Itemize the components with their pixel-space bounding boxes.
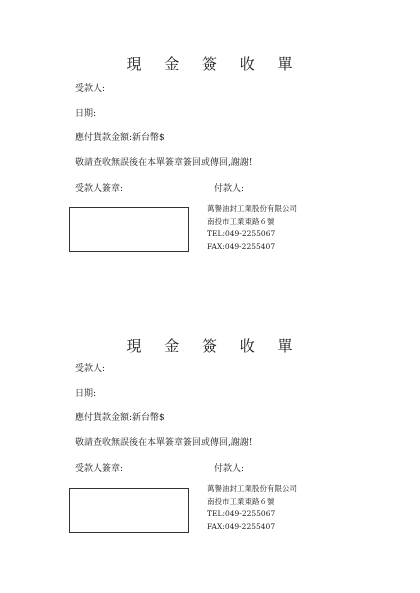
payer-label: 付款人:: [214, 184, 245, 194]
payer-label: 付款人:: [214, 464, 245, 474]
company-tel: TEL:049-2255067: [207, 229, 276, 238]
company-info: [207, 203, 297, 253]
company-address: 南投市工業東路６號: [207, 216, 275, 226]
company-name: 萬譽油封工業股份有限公司: [207, 204, 297, 213]
company-fax: FAX:049-2255407: [207, 521, 276, 531]
date-label: 日期:: [75, 109, 97, 119]
payee-signature-label: 受款人簽章:: [75, 464, 124, 474]
date-label: 日期:: [75, 389, 97, 399]
payee-label: 受款人:: [75, 84, 106, 94]
amount-label: 應付貨款金額:新台幣$: [75, 413, 165, 423]
amount-label: 應付貨款金額:新台幣$: [75, 133, 165, 143]
cash-receipt-form: [0, 280, 420, 560]
company-name: 萬譽油封工業股份有限公司: [207, 484, 297, 493]
signature-box: [69, 488, 189, 533]
signature-box: [69, 207, 189, 252]
payee-label: 受款人:: [75, 364, 106, 374]
form-title: 現 金 簽 收 單: [126, 55, 302, 73]
instruction-note: 敬請查收無誤後在本單簽章簽回或傳回,謝謝!: [75, 158, 253, 168]
company-fax: FAX:049-2255407: [207, 241, 276, 251]
company-info: [207, 483, 297, 533]
company-tel: TEL:049-2255067: [207, 509, 276, 518]
payee-signature-label: 受款人簽章:: [75, 184, 124, 194]
form-title: 現 金 簽 收 單: [126, 337, 302, 355]
cash-receipt-form: [0, 0, 420, 280]
instruction-note: 敬請查收無誤後在本單簽章簽回或傳回,謝謝!: [75, 438, 253, 448]
company-address: 南投市工業東路６號: [207, 496, 275, 506]
